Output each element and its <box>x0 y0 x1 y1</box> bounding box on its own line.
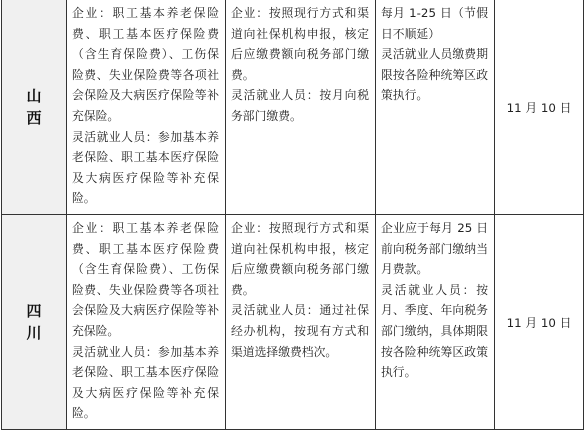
coverage-scope-cell <box>67 215 226 430</box>
scope-flexible-text: 灵活就业人员：参加基本养老保险、职工基本医疗保险及大病医疗保险等补充保险。 <box>72 344 219 421</box>
payment-method-cell <box>226 0 376 215</box>
region-name: 四川 <box>26 302 42 342</box>
payment-period-cell <box>376 215 495 430</box>
period-flexible-text: 灵活就业人员缴费期限按各险种统筹区政策执行。 <box>381 47 488 103</box>
table-row <box>2 215 584 430</box>
table-row <box>2 0 584 215</box>
social-insurance-policy-table <box>1 0 584 430</box>
scope-flexible-text: 灵活就业人员：参加基本养老保险、职工基本医疗保险及大病医疗保险等补充保险。 <box>72 129 219 206</box>
method-flexible-text: 灵活就业人员：按月向税务部门缴费。 <box>231 88 369 123</box>
deadline-cell <box>495 0 584 215</box>
scope-enterprise-text: 企业：职工基本养老保险费、职工基本医疗保险费（含生育保险费）、工伤保险费、失业保险费等各项社会保险及大病医疗保险等补充保险。 <box>72 6 219 123</box>
payment-period-cell <box>376 0 495 215</box>
region-cell <box>2 215 67 430</box>
method-flexible-text: 灵活就业人员：通过社保经办机构，按现有方式和渠道选择缴费档次。 <box>231 303 369 359</box>
deadline-text: 11 月 10 日 <box>506 315 572 330</box>
region-cell <box>2 0 67 215</box>
payment-method-cell <box>226 215 376 430</box>
method-enterprise-text: 企业：按照现行方式和渠道向社保机构申报，核定后应缴费额向税务部门缴费。 <box>231 6 369 82</box>
scope-enterprise-text: 企业：职工基本养老保险费、职工基本医疗保险费（含生育保险费）、工伤保险费、失业保险费等各项社会保险及大病医疗保险等补充保险。 <box>72 221 219 338</box>
period-enterprise-text: 企业应于每月 25 日前向税务部门缴纳当月费款。 <box>381 221 488 277</box>
period-enterprise-text: 每月 1-25 日（节假日不顺延） <box>381 6 488 41</box>
deadline-cell <box>495 215 584 430</box>
coverage-scope-cell <box>67 0 226 215</box>
region-name: 山西 <box>26 87 42 127</box>
period-flexible-text: 灵活就业人员：按月、季度、年向税务部门缴纳，具体期限按各险种统筹区政策执行。 <box>381 282 488 380</box>
method-enterprise-text: 企业：按照现行方式和渠道向社保机构申报，核定后应缴费额向税务部门缴费。 <box>231 221 369 297</box>
deadline-text: 11 月 10 日 <box>506 100 572 115</box>
